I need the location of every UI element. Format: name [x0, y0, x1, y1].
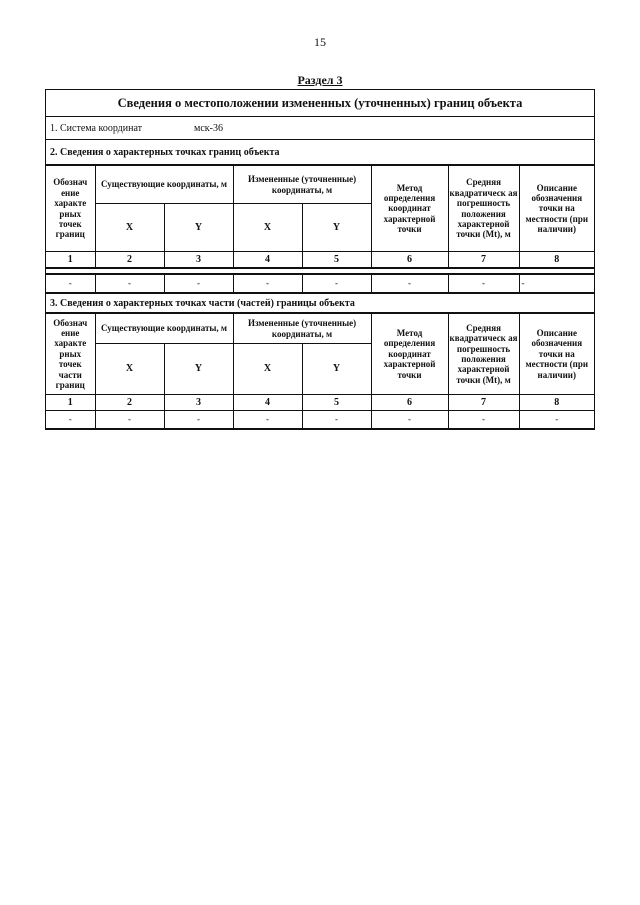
header-existing-coordinates: Существующие координаты, м: [95, 166, 233, 204]
coordinate-system-row: [46, 117, 594, 140]
column-number: 7: [448, 395, 519, 411]
page-number: 15: [314, 35, 326, 49]
table-cell: -: [164, 275, 233, 293]
column-number: 2: [95, 252, 164, 268]
column-number: 7: [448, 252, 519, 268]
column-number: 4: [233, 395, 302, 411]
header-x-changed: X: [233, 204, 302, 252]
header-x-existing: X: [95, 344, 164, 395]
coordinate-system-label: 1. Система координат: [50, 122, 143, 134]
column-number: 3: [164, 252, 233, 268]
header-y-changed: Y: [302, 344, 371, 395]
header-description: Описание обозначения точки на местности (при наличии): [519, 166, 594, 252]
column-number: 8: [519, 252, 594, 268]
header-designation: Обознач ение характе рных точек части границ: [46, 314, 95, 395]
section-title: Раздел 3: [297, 73, 343, 87]
column-number: 1: [46, 395, 95, 411]
section3-title: 3. Сведения о характерных точках части (частей) границы объекта: [46, 293, 594, 313]
header-description: Описание обозначения точки на местности (при наличии): [519, 314, 594, 395]
table-cell: -: [95, 275, 164, 293]
table-cell: -: [233, 275, 302, 293]
header-method: Метод определения координат характерной точки: [371, 166, 448, 252]
section2-title: 2. Сведения о характерных точках границ объекта: [46, 140, 594, 165]
table-row: [46, 275, 594, 293]
column-numbers-row: [46, 395, 594, 411]
header-error: Средняя квадратическ ая погрешность положения характерной точки (Mt), м: [448, 166, 519, 252]
header-changed-coordinates: Измененные (уточненные) координаты, м: [233, 314, 371, 344]
table-cell: -: [519, 411, 594, 429]
header-y-existing: Y: [164, 204, 233, 252]
boundaries-form: [45, 89, 595, 430]
column-number: 8: [519, 395, 594, 411]
column-number: 6: [371, 395, 448, 411]
column-number: 5: [302, 395, 371, 411]
table-cell: -: [448, 275, 519, 293]
section2-table: [46, 165, 594, 268]
column-number: 2: [95, 395, 164, 411]
section3-table: [46, 313, 594, 429]
table-cell: -: [46, 275, 95, 293]
header-changed-coordinates: Измененные (уточненные) координаты, м: [233, 166, 371, 204]
column-number: 5: [302, 252, 371, 268]
table-cell: -: [46, 411, 95, 429]
table-cell: -: [448, 411, 519, 429]
column-number: 6: [371, 252, 448, 268]
column-number: 1: [46, 252, 95, 268]
table-row: [46, 411, 594, 429]
table-cell: -: [519, 275, 594, 293]
table-cell: -: [302, 411, 371, 429]
table-cell: -: [233, 411, 302, 429]
header-x-existing: X: [95, 204, 164, 252]
column-number: 3: [164, 395, 233, 411]
table-cell: -: [164, 411, 233, 429]
form-heading: Сведения о местоположении измененных (уточненных) границ объекта: [46, 90, 594, 117]
table-cell: -: [95, 411, 164, 429]
coordinate-system-value: мск-36: [194, 122, 223, 134]
header-error: Средняя квадратическ ая погрешность положения характерной точки (Mt), м: [448, 314, 519, 395]
table-cell: -: [302, 275, 371, 293]
table-cell: -: [371, 411, 448, 429]
header-y-existing: Y: [164, 344, 233, 395]
table-cell: -: [371, 275, 448, 293]
header-existing-coordinates: Существующие координаты, м: [95, 314, 233, 344]
header-y-changed: Y: [302, 204, 371, 252]
header-designation: Обознач ение характе рных точек границ: [46, 166, 95, 252]
section2-data-table: [46, 274, 594, 293]
header-x-changed: X: [233, 344, 302, 395]
header-method: Метод определения координат характерной точки: [371, 314, 448, 395]
column-numbers-row: [46, 252, 594, 268]
column-number: 4: [233, 252, 302, 268]
